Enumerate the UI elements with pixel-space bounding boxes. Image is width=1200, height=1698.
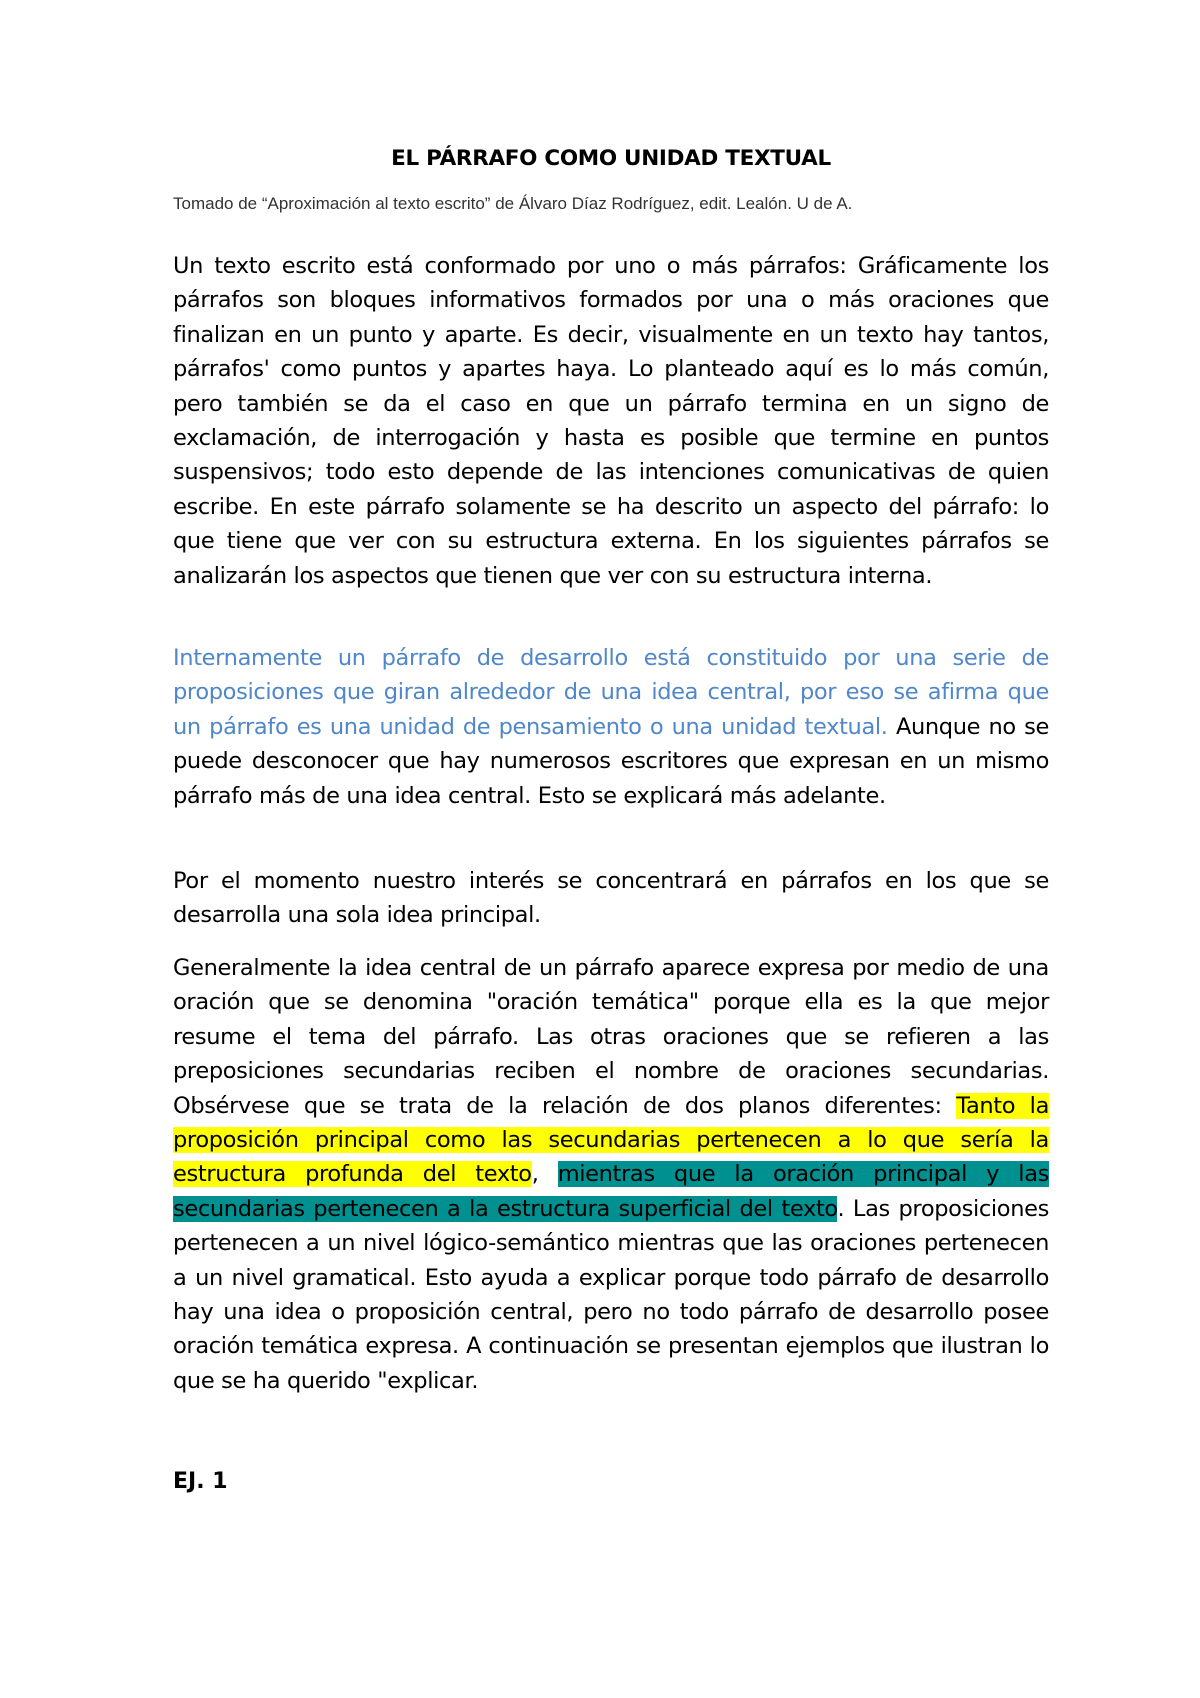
paragraph-1: Un texto escrito está conformado por uno o más párrafos: Gráficamente los párrafos son bloques informativos formados por una o más oraciones que finalizan en un punto y aparte. Es decir, visualmente en un texto hay tantos, párrafos' como puntos y apartes haya. Lo planteado aquí es lo más común, pero también se da el caso en que un párrafo termina en un signo de exclamación, de interrogación y hasta es posible que termine en puntos suspensivos; todo esto depende de las intenciones comunicativas de quien escribe. En este párrafo solamente se ha descrito un aspecto del párrafo: lo que tiene que ver con su estructura externa. En los siguientes párrafos se analizarán los aspectos que tienen que ver con su estructura interna. (173, 253, 1049, 589)
paragraph-3: Por el momento nuestro interés se concentrará en párrafos en los que se desarrolla una sola idea principal. (173, 868, 1049, 929)
paragraph-2-highlighted-text: Internamente un párrafo de desarrollo está constituido por una serie de proposiciones que giran alrededor de una idea central, por eso se afirma que un párrafo es una unidad de pensamiento o una unidad textual. (173, 645, 1049, 740)
paragraph-4-ending: . Las proposiciones pertenecen a un nivel lógico-semántico mientras que las oraciones pertenecen a un nivel gramatical. Esto ayuda a explicar porque todo párrafo de desarrollo hay una idea o proposición central, pero no todo párrafo de desarrollo posee oración temática expresa. A continuación se presentan ejemplos que ilustran lo que se ha querido "explicar. (173, 1195, 1049, 1394)
paragraph-4-teal-highlight: mientras que la oración principal y las secundarias pertenecen a la estructura superficial del texto (173, 1161, 1050, 1222)
paragraph-4 (173, 951, 1049, 1398)
paragraph-4-yellow-highlight: Tanto la proposición principal como las secundarias pertenecen a lo que sería la estructura profunda del texto (173, 1092, 1050, 1188)
document-title: EL PÁRRAFO COMO UNIDAD TEXTUAL (391, 146, 831, 171)
example-label: EJ. 1 (173, 1469, 228, 1494)
paragraph-2-text: Aunque no se puede desconocer que hay numerosos escritores que expresan en un mismo párrafo más de una idea central. Esto se explicará más adelante. (173, 713, 1050, 809)
paragraph-4-separator: , (531, 1161, 558, 1188)
paragraph-4-intro: Generalmente la idea central de un párrafo aparece expresa por medio de una oración que se denomina "oración temática" porque ella es la que mejor resume el tema del párrafo. Las otras oraciones que se refieren a las preposiciones secundarias reciben el nombre de oraciones secundarias. Obsérvese que se trata de la relación de dos planos diferentes: (173, 955, 1049, 1119)
source-citation: Tomado de “Aproximación al texto escrito” de Álvaro Díaz Rodríguez, edit. Lealón. U de A. (173, 194, 853, 213)
paragraph-2 (173, 641, 1049, 813)
